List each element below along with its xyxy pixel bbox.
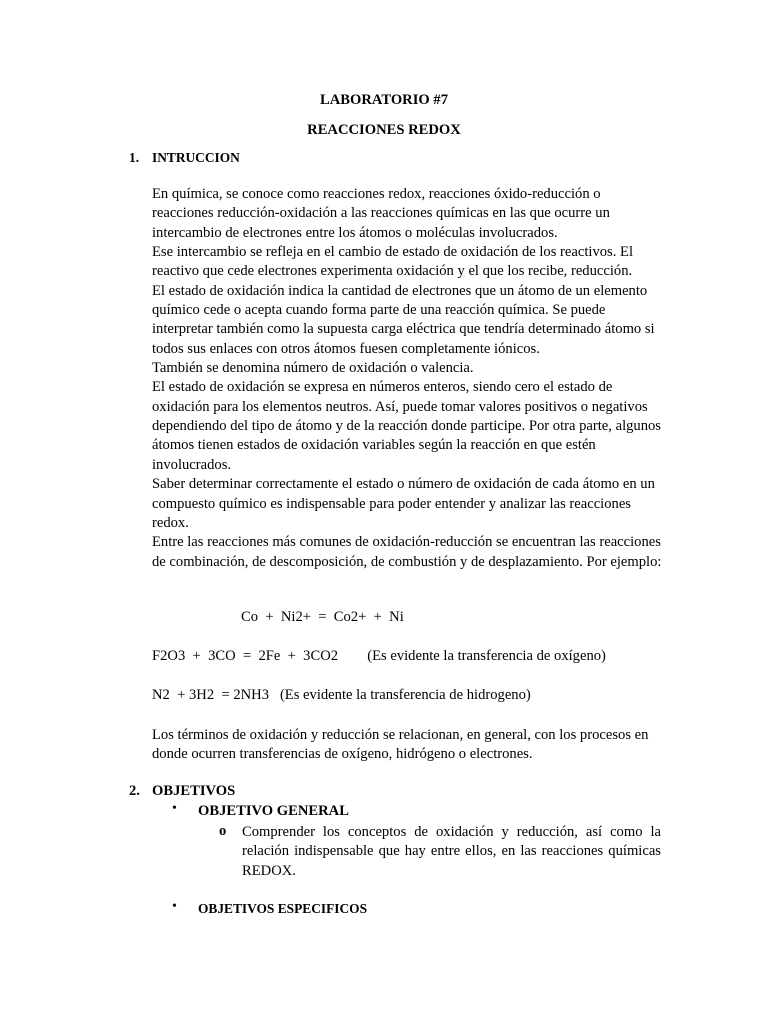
equation-ammonia: N2 + 3H2 = 2NH3 (Es evidente la transferencia de hidrogeno)	[152, 687, 531, 703]
intro-paragraph: Saber determinar correctamente el estado o número de oxidación de cada átomo en un compuesto químico es indispensable para poder entender y analizar las reacciones redox.	[152, 476, 655, 531]
document-title: LABORATORIO #7	[320, 92, 448, 108]
specific-objectives-title: OBJETIVOS ESPECIFICOS	[198, 901, 368, 916]
intro-paragraph: También se denomina número de oxidación o valencia.	[152, 360, 474, 377]
sub-bullet-icon: o	[219, 823, 227, 839]
intro-paragraph: El estado de oxidación indica la cantidad de electrones que un átomo de un elemento químico cede o acepta cuando forma parte de una reacción química. Se puede interpretar también como la supuesta carga eléctrica que tendría determinado átomo si todos sus enlaces con otros átomos fuesen completamente iónicos.	[152, 282, 655, 357]
equation-iron-oxide: F2O3 + 3CO = 2Fe + 3CO2 (Es evidente la transferencia de oxígeno)	[152, 648, 606, 664]
intro-paragraph: Entre las reacciones más comunes de oxidación-reducción se encuentran las reacciones de combinación, de descomposición, de combustión y de desplazamiento. Por ejemplo:	[152, 534, 662, 570]
intro-paragraph: En química, se conoce como reacciones redox, reacciones óxido-reducción o reacciones reducción-oxidación a las reacciones químicas en las que ocurre un intercambio de electrones entre los átomos o moléculas involucrados.	[152, 186, 610, 241]
intro-body	[152, 185, 662, 572]
document-subtitle: REACCIONES REDOX	[307, 122, 461, 138]
section-1-number: 1.	[129, 150, 140, 165]
general-objective-text: Comprender los conceptos de oxidación y reducción, así como la relación indispensable que hay entre ellos, en las reacciones químicas REDOX.	[242, 824, 661, 879]
equation-cobalt-nickel: Co + Ni2+ = Co2+ + Ni	[241, 609, 404, 625]
intro-closing-paragraph: Los términos de oxidación y reducción se relacionan, en general, con los procesos en donde ocurren transferencias de oxígeno, hidrógeno o electrones.	[152, 727, 649, 763]
section-2-title: OBJETIVOS	[152, 783, 236, 799]
section-1-title: INTRUCCION	[152, 150, 240, 165]
intro-paragraph: El estado de oxidación se expresa en números enteros, siendo cero el estado de oxidación para los elementos neutros. Así, puede tomar valores positivos o negativos dependiendo del tipo de átomo y de la reacción donde participe. Por otra parte, algunos átomos tienen estados de oxidación variables según la reacción en que estén involucrados.	[152, 379, 661, 473]
bullet-icon: •	[172, 899, 177, 914]
general-objective-title: OBJETIVO GENERAL	[198, 803, 349, 819]
section-2-number: 2.	[129, 783, 140, 799]
bullet-icon: •	[172, 801, 177, 816]
intro-paragraph: Ese intercambio se refleja en el cambio de estado de oxidación de los reactivos. El reactivo que cede electrones experimenta oxidación y el que los recibe, reducción.	[152, 244, 634, 280]
